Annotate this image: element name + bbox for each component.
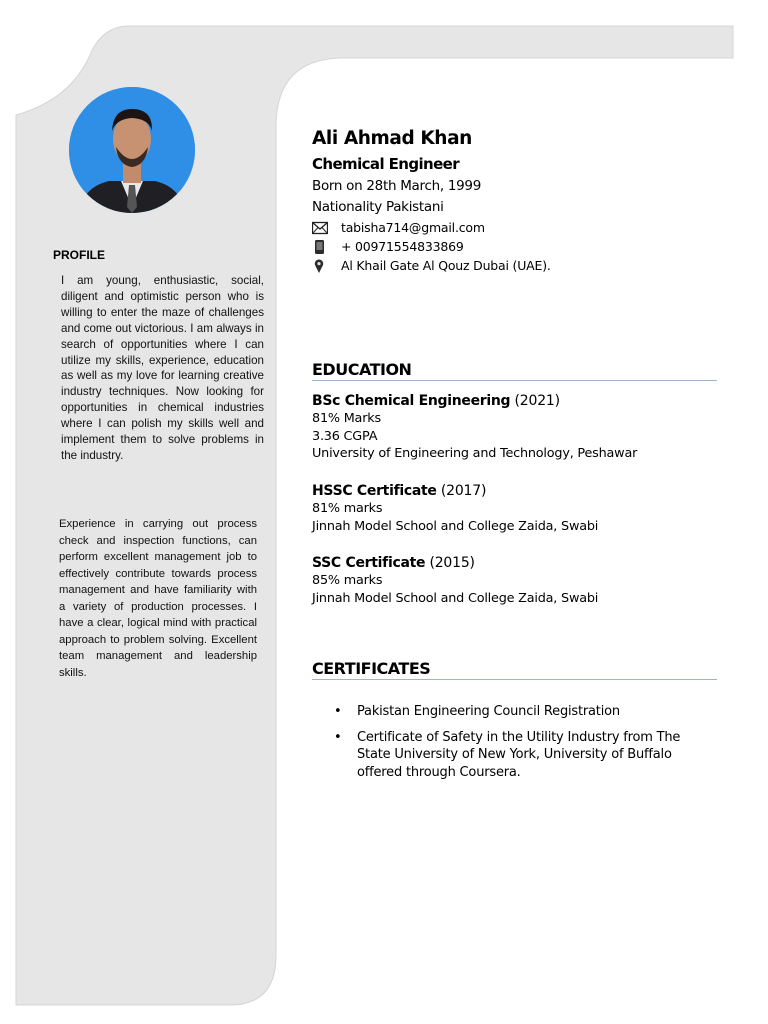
certificate-text: Certificate of Safety in the Utility Industry from The State University of New York, University of Buffalo offered through Coursera. xyxy=(357,729,681,780)
profile-heading: PROFILE xyxy=(53,248,106,262)
profile-photo xyxy=(69,87,195,213)
nationality: Nationality Pakistani xyxy=(312,199,444,215)
education-detail: Jinnah Model School and College Zaida, Swabi xyxy=(312,518,599,534)
degree-name: HSSC Certificate xyxy=(312,483,437,499)
education-item xyxy=(312,554,598,607)
education-detail: University of Engineering and Technology, Peshawar xyxy=(312,446,638,461)
degree-year: (2021) xyxy=(514,393,560,409)
certificates-list xyxy=(334,703,694,789)
person-name: Ali Ahmad Khan xyxy=(312,128,472,149)
degree-year: (2017) xyxy=(440,483,487,499)
degree-year: (2015) xyxy=(429,555,475,571)
degree-name: SSC Certificate xyxy=(312,555,426,571)
list-item xyxy=(334,703,694,721)
envelope-icon xyxy=(312,221,328,235)
degree-name: BSc Chemical Engineering xyxy=(312,393,511,409)
contact-phone: + 00971554833869 xyxy=(341,239,464,254)
phone-icon xyxy=(312,240,328,254)
education-item xyxy=(312,482,598,535)
profile-paragraph-2: Experience in carrying out process check and inspection functions, can perform excellent management job to effectively contribute towards process management and have familiarity with a variety of production processes. I have a clear, logical mind with practical approach to problem solving. Excellent team management and leadership skills. xyxy=(59,518,257,679)
education-detail: 85% marks xyxy=(312,573,383,588)
education-detail: 3.36 CGPA xyxy=(312,428,378,444)
contact-phone-row xyxy=(312,239,464,254)
bullet: • xyxy=(334,704,342,719)
contact-address: Al Khail Gate Al Qouz Dubai (UAE). xyxy=(341,258,551,273)
education-detail: Jinnah Model School and College Zaida, Swabi xyxy=(312,590,599,606)
bullet: • xyxy=(334,729,342,745)
profile-paragraph-1: I am young, enthusiastic, social, diligent and optimistic person who is willing to enter the maze of challenges and come out victorious. I am always in search of opportunities where I can utilize my skills, experience, education as well as my love for learning creative industry techniques. Now looking for opportunities in chemical industries where I can polish my skills well and implement them to solve problems in the industry. xyxy=(61,274,264,462)
certificate-text: Pakistan Engineering Council Registration xyxy=(357,704,620,719)
education-item xyxy=(312,392,637,463)
job-title: Chemical Engineer xyxy=(312,155,460,173)
education-heading: EDUCATION xyxy=(312,360,717,381)
contact-email[interactable]: tabisha714@gmail.com xyxy=(341,220,485,235)
location-pin-icon xyxy=(312,259,328,273)
education-detail: 81% marks xyxy=(312,501,383,516)
education-detail: 81% Marks xyxy=(312,411,381,426)
list-item xyxy=(334,729,694,782)
contact-address-row xyxy=(312,258,551,273)
birth-date: Born on 28th March, 1999 xyxy=(312,178,481,194)
certificates-heading: CERTIFICATES xyxy=(312,659,717,680)
contact-email-row xyxy=(312,220,485,235)
